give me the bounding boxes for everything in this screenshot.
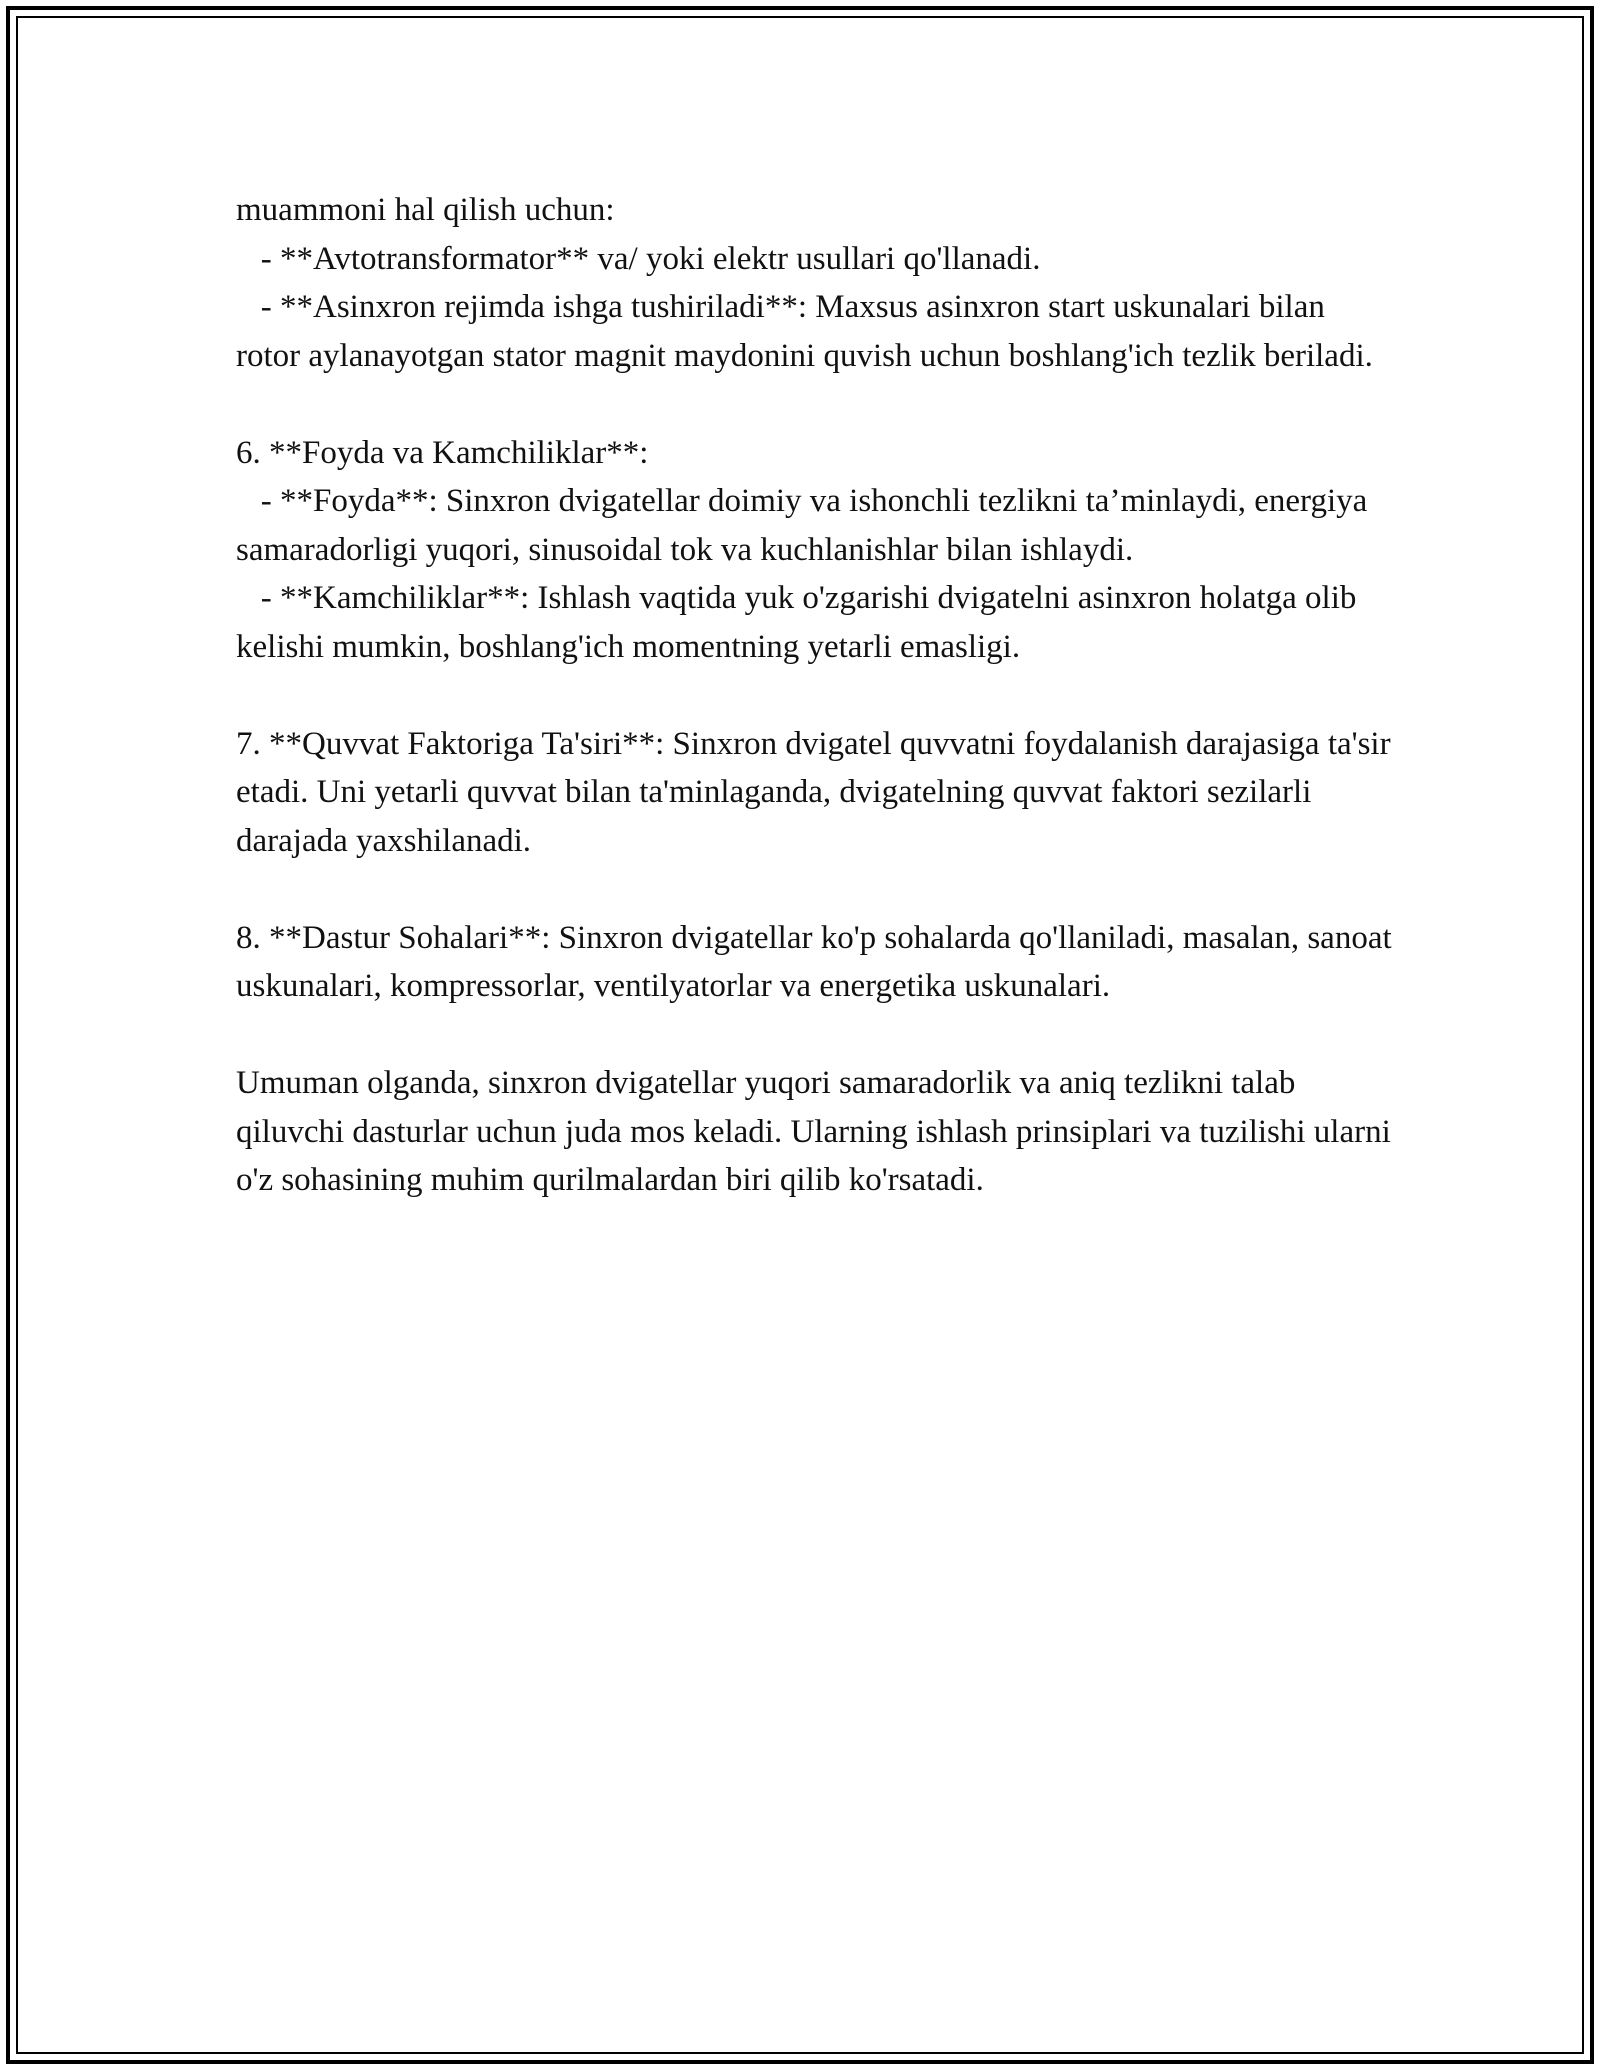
paragraph-advantages: - **Foyda**: Sinxron dvigatellar doimiy va ishonchli tezlikni ta’minlaydi, energiya samaradorligi yuqori, sinusoidal tok va kuchlanishlar bilan ishlaydi. xyxy=(236,483,1376,568)
paragraph-async-start: - **Asinxron rejimda ishga tushiriladi**: Maxsus asinxron start uskunalari bilan rotor aylanayotgan stator magnit maydonini quvish uchun boshlang'ich tezlik beriladi. xyxy=(236,289,1373,374)
paragraph-intro-line: muammoni hal qilish uchun: xyxy=(236,192,615,228)
paragraph-spacer xyxy=(236,380,1396,429)
paragraph-disadvantages: - **Kamchiliklar**: Ishlash vaqtida yuk o'zgarishi dvigatelni asinxron holatga olib kelishi mumkin, boshlang'ich momentning yetarli emasligi. xyxy=(236,580,1365,665)
paragraph-spacer xyxy=(236,865,1396,914)
paragraph-section-8: 8. **Dastur Sohalari**: Sinxron dvigatellar ko'p sohalarda qo'llaniladi, masalan, sanoat uskunalari, kompressorlar, ventilyatorlar va energetika uskunalari. xyxy=(236,919,1400,1004)
document-body xyxy=(236,186,1400,1205)
paragraph-spacer xyxy=(236,671,1396,720)
paragraph-autotransformer: - **Avtotransformator** va/ yoki elektr usullari qo'llanadi. xyxy=(236,240,1041,277)
paragraph-section-7: 7. **Quvvat Faktoriga Ta'siri**: Sinxron dvigatel quvvatni foydalanish darajasiga ta'sir etadi. Uni yetarli quvvat bilan ta'minlaganda, dvigatelning quvvat faktori sezilarli darajada yaxshilanadi. xyxy=(236,725,1399,859)
paragraph-conclusion: Umuman olganda, sinxron dvigatellar yuqori samaradorlik va aniq tezlikni talab qiluvchi dasturlar uchun juda mos keladi. Ularning ishlash prinsiplari va tuzilishi ularni o'z sohasining muhim qurilmalardan biri qilib ko'rsatadi. xyxy=(236,1065,1400,1198)
paragraph-spacer xyxy=(236,1011,1396,1060)
paragraph-section-6-heading: 6. **Foyda va Kamchiliklar**: xyxy=(236,434,649,471)
